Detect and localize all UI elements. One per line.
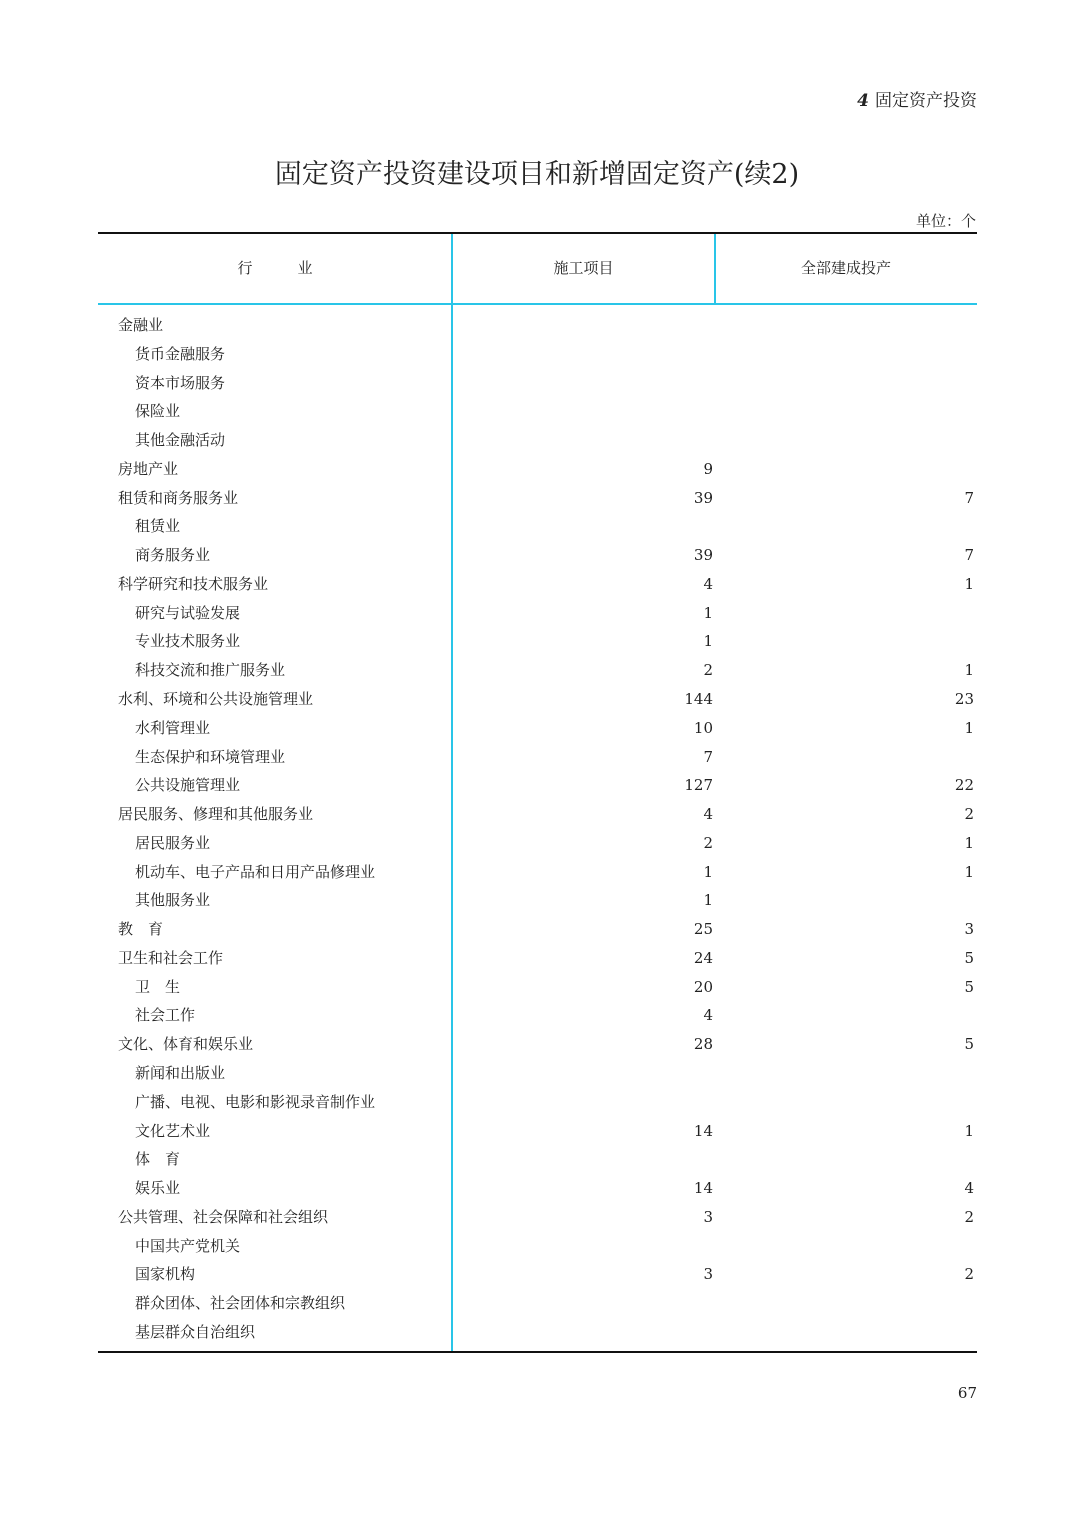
row-label: 生态保护和环境管理业 — [135, 747, 286, 766]
header-under-construction: 施工项目 — [553, 259, 614, 277]
table-row — [98, 1030, 977, 1059]
row-label: 居民服务、修理和其他服务业 — [118, 805, 314, 824]
row-label: 新闻和出版业 — [135, 1064, 226, 1083]
under-construction-value: 9 — [703, 459, 713, 478]
row-label: 其他金融活动 — [135, 431, 226, 450]
under-construction-value: 4 — [703, 805, 713, 824]
table-row — [98, 973, 977, 1002]
table-row — [98, 1145, 977, 1174]
running-header — [857, 86, 977, 111]
table-row — [98, 1203, 977, 1232]
under-construction-value: 7 — [703, 747, 713, 766]
table-row — [98, 512, 977, 541]
table-row — [98, 627, 977, 656]
table-row — [98, 369, 977, 398]
completed-value: 2 — [964, 1265, 974, 1284]
header-completed: 全部建成投产 — [800, 259, 891, 277]
table-row — [98, 800, 977, 829]
table-row — [98, 541, 977, 570]
under-construction-value: 24 — [693, 948, 713, 967]
row-label: 科学研究和技术服务业 — [118, 574, 269, 593]
row-label: 体 育 — [135, 1150, 181, 1169]
under-construction-value: 14 — [693, 1121, 713, 1140]
completed-value: 1 — [964, 661, 974, 680]
row-label: 卫生和社会工作 — [118, 948, 224, 967]
completed-value: 5 — [964, 977, 974, 996]
row-label: 机动车、电子产品和日用产品修理业 — [135, 862, 376, 881]
table-row — [98, 944, 977, 973]
unit-label: 单位：个 — [915, 212, 976, 230]
completed-value: 1 — [964, 862, 974, 881]
table-row — [98, 340, 977, 369]
table-row — [98, 771, 977, 800]
table-row — [98, 570, 977, 599]
completed-value: 22 — [954, 776, 974, 795]
table-row — [98, 1088, 977, 1117]
row-label: 文化、体育和娱乐业 — [118, 1035, 254, 1054]
table-row — [98, 685, 977, 714]
under-construction-value: 3 — [703, 1207, 713, 1226]
row-label: 中国共产党机关 — [135, 1236, 241, 1255]
header-divider — [714, 234, 716, 303]
under-construction-value: 3 — [703, 1265, 713, 1284]
under-construction-value: 28 — [693, 1035, 713, 1054]
chapter-number: 4 — [857, 91, 869, 111]
row-label: 其他服务业 — [135, 891, 211, 910]
table-row — [98, 1318, 977, 1347]
row-label: 水利管理业 — [135, 718, 211, 737]
row-label: 卫 生 — [135, 977, 181, 996]
table-row — [98, 886, 977, 915]
table-row — [98, 311, 977, 340]
page-number: 67 — [957, 1384, 977, 1402]
row-label: 水利、环境和公共设施管理业 — [118, 690, 314, 708]
under-construction-value: 4 — [703, 574, 713, 593]
row-label: 资本市场服务 — [135, 373, 226, 392]
table-row — [98, 829, 977, 858]
completed-value: 7 — [964, 488, 974, 507]
completed-value: 7 — [964, 546, 974, 565]
row-label: 租赁业 — [135, 517, 181, 536]
under-construction-value: 14 — [693, 1179, 713, 1198]
table-row — [98, 656, 977, 685]
under-construction-value: 39 — [693, 488, 713, 507]
row-label: 广播、电视、电影和影视录音制作业 — [135, 1092, 376, 1111]
completed-value: 1 — [964, 574, 974, 593]
under-construction-value: 20 — [693, 977, 713, 996]
row-label: 金融业 — [118, 316, 164, 334]
under-construction-value: 2 — [703, 661, 713, 680]
completed-value: 23 — [954, 690, 974, 708]
under-construction-value: 1 — [703, 891, 713, 910]
table-row — [98, 1260, 977, 1289]
row-label: 专业技术服务业 — [135, 632, 241, 651]
table-row — [98, 743, 977, 772]
table-row — [98, 1059, 977, 1088]
completed-value: 5 — [964, 1035, 974, 1054]
under-construction-value: 4 — [703, 1006, 713, 1025]
table-row — [98, 1001, 977, 1030]
completed-value: 3 — [964, 920, 974, 939]
row-label: 商务服务业 — [135, 546, 211, 565]
row-label: 保险业 — [135, 402, 181, 421]
row-label: 租赁和商务服务业 — [118, 488, 239, 507]
row-label: 教 育 — [118, 920, 164, 939]
table-row — [98, 455, 977, 484]
row-label: 基层群众自治组织 — [135, 1322, 256, 1341]
table-row — [98, 714, 977, 743]
table-row — [98, 1117, 977, 1146]
table-row — [98, 484, 977, 513]
completed-value: 1 — [964, 1121, 974, 1140]
completed-value: 4 — [964, 1179, 974, 1198]
completed-value: 2 — [964, 1207, 974, 1226]
chapter-title: 固定资产投资 — [875, 91, 977, 111]
row-label: 国家机构 — [135, 1265, 196, 1284]
table-row — [98, 426, 977, 455]
row-label: 公共设施管理业 — [135, 776, 241, 795]
table-row — [98, 397, 977, 426]
page-title: 固定资产投资建设项目和新增固定资产(续2) — [274, 159, 800, 190]
row-label: 科技交流和推广服务业 — [135, 661, 286, 680]
row-label: 研究与试验发展 — [135, 603, 241, 622]
table-row — [98, 1232, 977, 1261]
row-label: 居民服务业 — [135, 833, 211, 852]
table-row — [98, 915, 977, 944]
table-row — [98, 599, 977, 628]
completed-value: 1 — [964, 718, 974, 737]
under-construction-value: 1 — [703, 603, 713, 622]
under-construction-value: 2 — [703, 833, 713, 852]
table-row — [98, 1174, 977, 1203]
completed-value: 2 — [964, 805, 974, 824]
row-label: 房地产业 — [118, 459, 179, 478]
under-construction-value: 39 — [693, 546, 713, 565]
data-table — [98, 232, 977, 1353]
under-construction-value: 1 — [703, 632, 713, 651]
header-industry: 行 业 — [237, 259, 313, 277]
row-label: 货币金融服务 — [135, 344, 226, 363]
under-construction-value: 10 — [693, 718, 713, 737]
under-construction-value: 25 — [693, 920, 713, 939]
row-label: 社会工作 — [135, 1006, 196, 1025]
table-row — [98, 1289, 977, 1318]
completed-value: 5 — [964, 948, 974, 967]
under-construction-value: 127 — [684, 776, 713, 795]
row-label: 公共管理、社会保障和社会组织 — [118, 1207, 329, 1226]
table-row — [98, 858, 977, 887]
completed-value: 1 — [964, 833, 974, 852]
under-construction-value: 1 — [703, 862, 713, 881]
under-construction-value: 144 — [684, 690, 713, 708]
row-label: 娱乐业 — [135, 1179, 181, 1198]
row-label: 群众团体、社会团体和宗教组织 — [135, 1294, 346, 1313]
row-label: 文化艺术业 — [135, 1121, 211, 1140]
table-header — [98, 234, 977, 305]
